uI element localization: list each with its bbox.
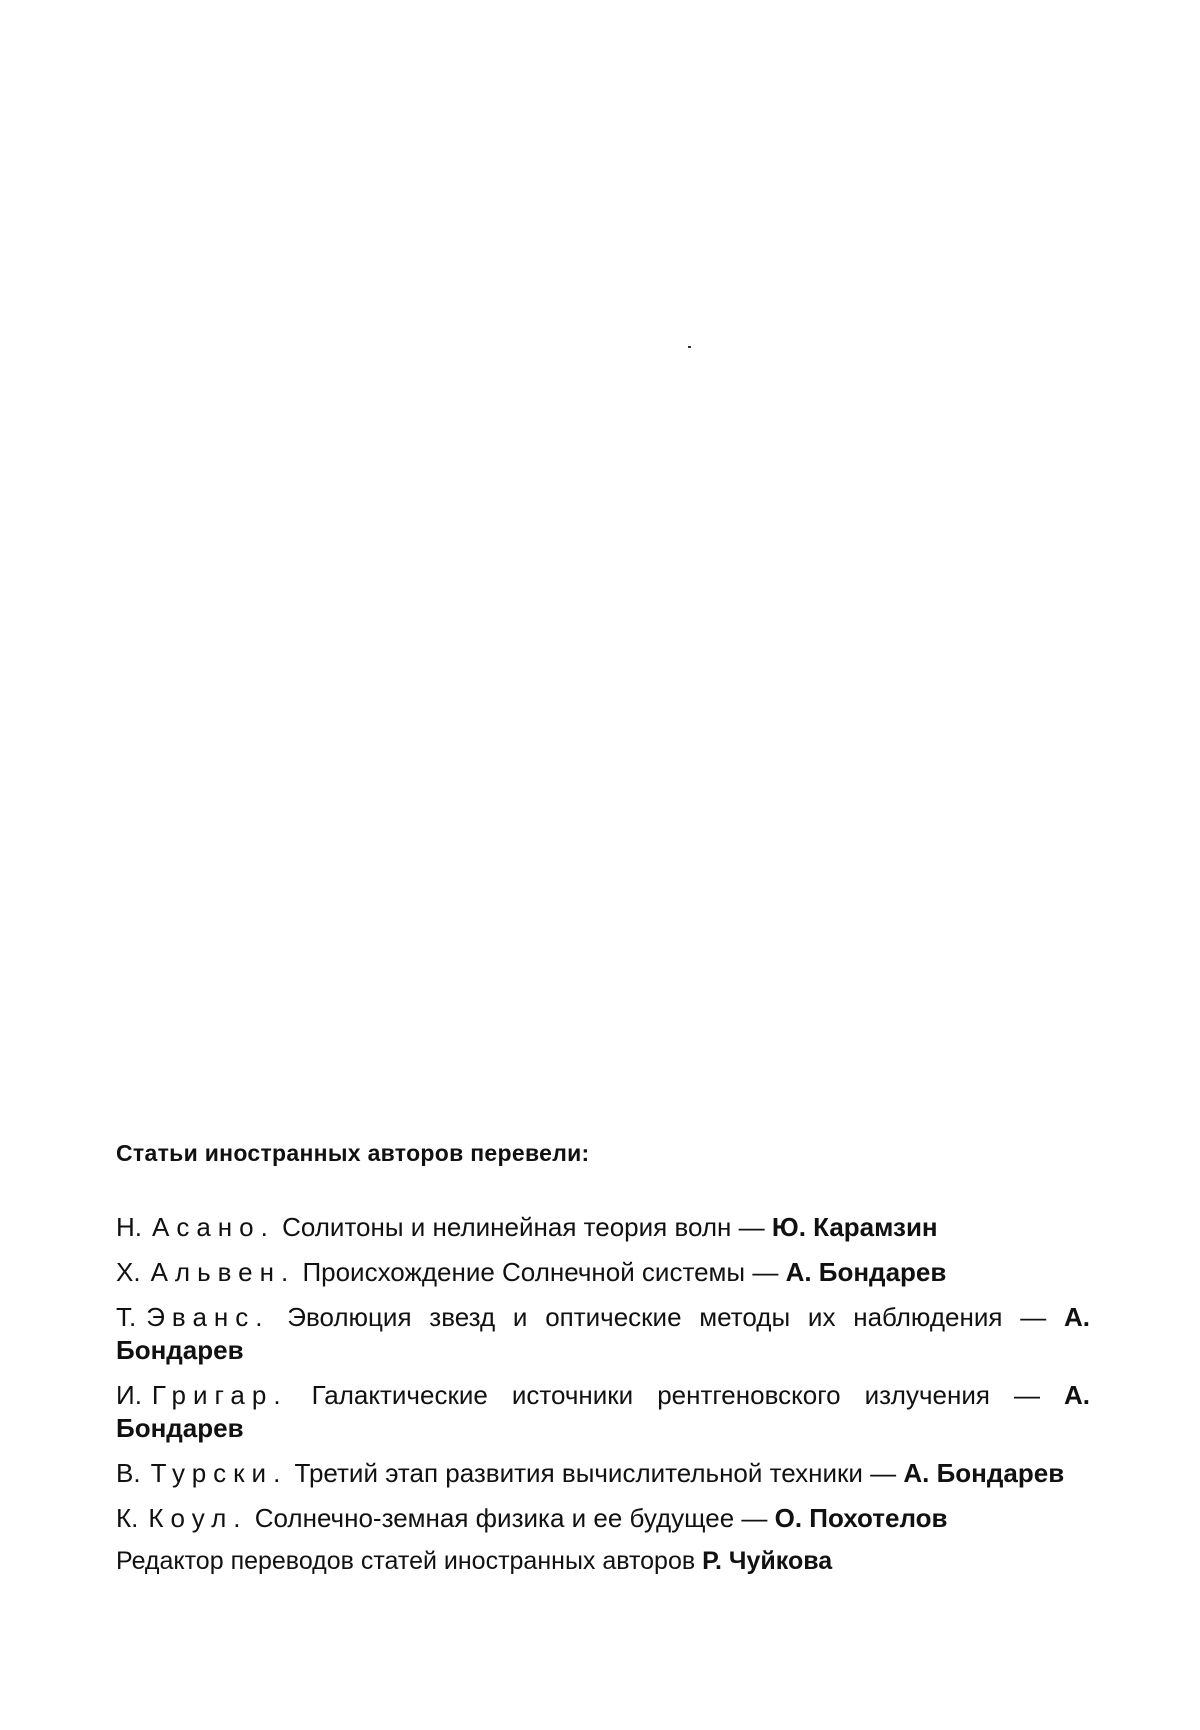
author-initial: И. — [116, 1380, 142, 1410]
author-surname: Григар. — [151, 1380, 288, 1410]
translator-name: Ю. Карамзин — [771, 1212, 938, 1242]
translator-name: А. Бондарев — [116, 1380, 1090, 1443]
credit-entry — [116, 1379, 1090, 1445]
article-title: Солитоны и нелинейная теория волн — — [282, 1212, 765, 1242]
credit-entry — [116, 1256, 1090, 1289]
author-initial: X. — [116, 1257, 141, 1287]
translator-name: А. Бондарев — [903, 1458, 1065, 1488]
credit-entry — [116, 1457, 1090, 1490]
article-title: Третий этап развития вычислительной техники — — [294, 1458, 897, 1488]
credits-heading: Статьи иностранных авторов перевели: — [116, 1140, 590, 1166]
author-initial: Н. — [116, 1212, 142, 1242]
author-initial: В. — [116, 1458, 141, 1488]
author-surname: Асано. — [152, 1212, 275, 1242]
credit-entry — [116, 1211, 1090, 1244]
translator-name: О. Похотелов — [774, 1503, 948, 1533]
author-initial: К. — [116, 1503, 139, 1533]
author-surname: Альвен. — [150, 1257, 296, 1287]
author-surname: Коул. — [148, 1503, 248, 1533]
credit-entry — [116, 1301, 1090, 1367]
author-surname: Турски. — [150, 1458, 288, 1488]
translator-name: А. Бондарев — [785, 1257, 947, 1287]
credit-entry — [116, 1502, 1090, 1535]
editor-label: Редактор переводов статей иностранных авторов — [116, 1547, 696, 1575]
article-title: Происхождение Солнечной системы — — [302, 1257, 779, 1287]
author-surname: Эванс. — [146, 1302, 270, 1332]
print-speck — [688, 346, 691, 348]
article-title: Эволюция звезд и оптические методы их наблюдения — — [287, 1302, 1047, 1332]
author-initial: Т. — [116, 1302, 137, 1332]
translation-credits — [116, 1140, 1090, 1578]
article-title: Галактические источники рентгеновского излучения — — [311, 1380, 1040, 1410]
editor-name: Р. Чуйкова — [702, 1547, 833, 1575]
article-title: Солнечно-земная физика и ее будущее — — [254, 1503, 768, 1533]
translator-name: А. Бондарев — [116, 1302, 1090, 1365]
editor-credit — [116, 1545, 1090, 1578]
